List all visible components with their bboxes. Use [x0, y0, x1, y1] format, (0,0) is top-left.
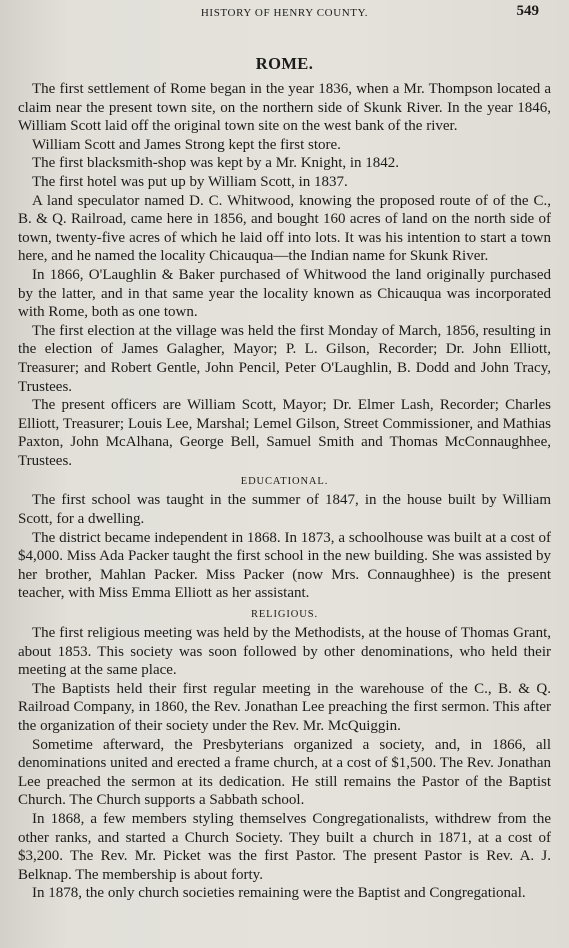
paragraph: The first blacksmith-shop was kept by a Mr. Knight, in 1842. — [32, 155, 400, 172]
section-title-religious: RELIGIOUS. — [250, 609, 319, 621]
section-rome — [18, 54, 551, 470]
paragraph: The district became independent in 1868. In 1873, a schoolhouse was built at a cost of $4,000. Miss Ada Packer taught the first school in the new building. She was assisted by her brother, Mahlan Packer. Miss Packer (now Mrs. Connaughhee) is the present teacher, with Miss Emma Elliott as her assistant. — [18, 529, 551, 602]
running-head — [18, 0, 551, 30]
paragraph: In 1868, a few members styling themselves Congregationalists, withdrew from the other ranks, and started a Church Society. They built a church in 1871, at a cost of $3,200. The Rev. Mr. Picket was the first Pastor. The present Pastor is Rev. A. J. Belknap. The membership is about forty. — [18, 810, 551, 883]
paragraph: Sometime afterward, the Presbyterians organized a society, and, in 1866, all denominations united and erected a frame church, at a cost of $1,500. The Rev. Jonathan Lee preached the sermon at its dedication. He still remains the Pastor of the Baptist Church. The Church supports a Sabbath school. — [18, 736, 551, 809]
running-title: HISTORY OF HENRY COUNTY. — [200, 7, 369, 19]
paragraph: The Baptists held their first regular meeting in the warehouse of the C., B. & Q. Railroad Company, in 1860, the Rev. Jonathan Lee preaching the first sermon. This after the organization of their society under the Rev. Mr. McQuiggin. — [18, 680, 551, 734]
section-title-educational: EDUCATIONAL. — [240, 476, 329, 488]
section-title-rome: ROME. — [255, 54, 314, 73]
paragraph: The present officers are William Scott, Mayor; Dr. Elmer Lash, Recorder; Charles Elliott, Treasurer; Louis Lee, Marshal; Lemel Gilson, Street Commissioner, and Mathias Paxton, John McAlhana, George Bell, Samuel Smith and Thomas McConnaughhee, Trustees. — [18, 397, 551, 469]
paragraph: The first hotel was put up by William Scott, in 1837. — [32, 173, 348, 190]
paragraph: William Scott and James Strong kept the first store. — [32, 136, 341, 153]
paragraph: A land speculator named D. C. Whitwood, knowing the proposed route of of the C., B. & Q. Railroad, came here in 1856, and bought 160 acres of land on the north side of town, twenty-five acres of which he laid off into lots. It was his intention to start a town here, and he named the locality Chicauqua—the Indian name for Skunk River. — [18, 192, 551, 265]
section-educational — [18, 476, 551, 603]
section-religious — [18, 609, 551, 903]
page-number: 549 — [516, 3, 539, 19]
paragraph: The first religious meeting was held by the Methodists, at the house of Thomas Grant, about 1853. This society was soon followed by other denominations, who held their meeting at the same place. — [18, 625, 551, 679]
paragraph: The first election at the village was held the first Monday of March, 1856, resulting in the election of James Galagher, Mayor; P. L. Gilson, Recorder; Dr. John Elliott, Treasurer; and Robert Gentle, John Pencil, Peter O'Laughlin, B. Dodd and John Tracy, Trustees. — [18, 322, 551, 395]
paragraph: The first settlement of Rome began in the year 1836, when a Mr. Thompson located a claim near the present town site, on the northern side of Skunk River. In the year 1846, William Scott laid off the original town site on the west bank of the river. — [18, 81, 551, 135]
paragraph: In 1866, O'Laughlin & Baker purchased of Whitwood the land originally purchased by the latter, and in that same year the locality known as Chicauqua was incorporated with Rome, both as one town. — [18, 266, 551, 321]
paragraph: The first school was taught in the summer of 1847, in the house built by William Scott, for a dwelling. — [18, 492, 551, 528]
paragraph: In 1878, the only church societies remaining were the Baptist and Congregational. — [32, 885, 526, 902]
